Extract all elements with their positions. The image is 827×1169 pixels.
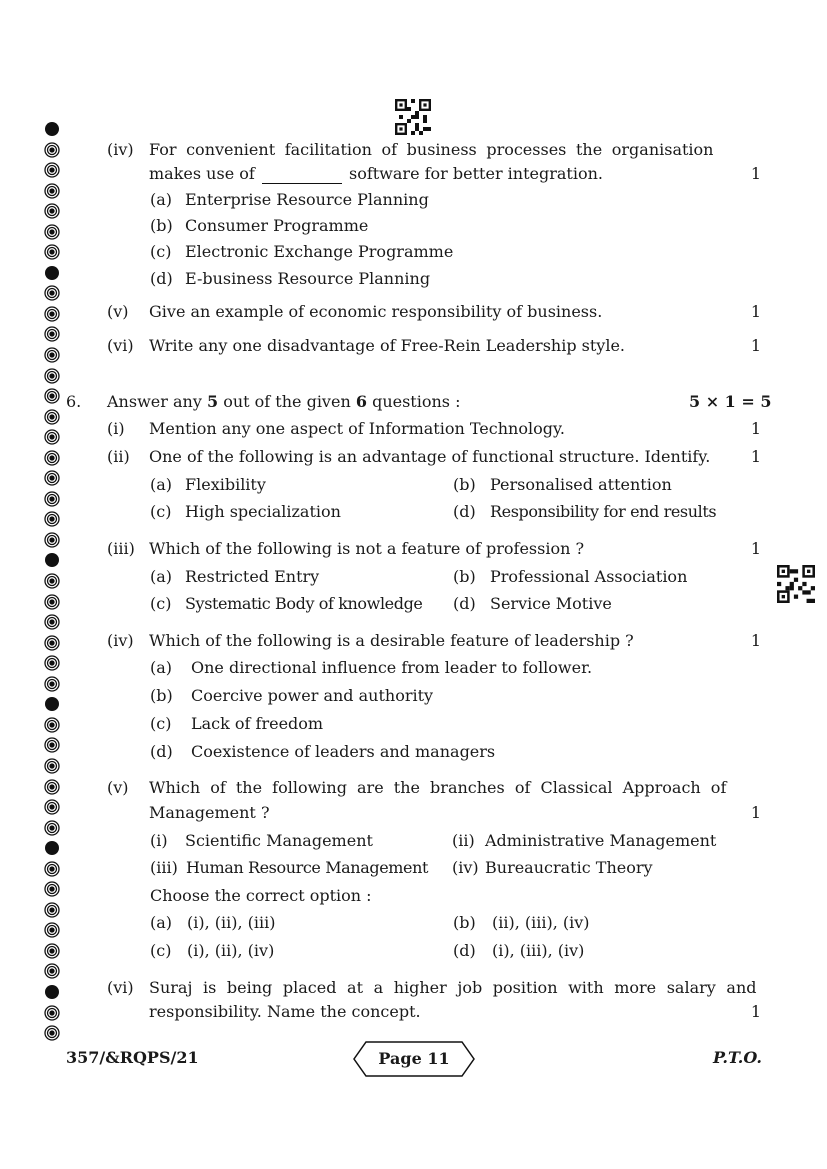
option-label: (d) [150,742,173,761]
q5-v-question: Give an example of economic responsibility of business. [149,302,603,321]
concentric-circle-mark [44,573,60,589]
option-label: (b) [453,913,476,932]
statement-label: (ii) [452,831,475,850]
q5-vi-question: Write any one disadvantage of Free-Rein Leadership style. [149,336,625,355]
q6-vi-question-line2: responsibility. Name the concept. [149,1002,421,1021]
option-label: (c) [150,941,172,960]
solid-circle-mark [44,696,60,712]
concentric-circle-mark [44,902,60,918]
q5-v-number: (v) [107,302,129,321]
option-label: (d) [453,941,476,960]
choose-option-prompt: Choose the correct option : [150,886,372,905]
page-number-badge [352,1040,476,1078]
concentric-circle-mark [44,183,60,199]
option-text: Restricted Entry [185,567,320,586]
q6-i-marks: 1 [750,419,761,438]
option-text: Professional Association [490,567,688,586]
concentric-circle-mark [44,388,60,404]
q6-number: 6. [66,392,82,411]
q5-iv-question-line1: For convenient facilitation of business processes the organisation [149,140,714,159]
concentric-circle-mark [44,429,60,445]
q6-v-number: (v) [107,778,129,797]
concentric-circle-mark [44,717,60,733]
q5-iv-question-line2: makes use of software for better integration. [149,164,603,183]
margin-registration-marks [44,121,60,1046]
option-label: (a) [150,475,173,494]
q6-iv-question: Which of the following is a desirable feature of leadership ? [149,631,634,650]
q5-vi-number: (vi) [107,336,134,355]
concentric-circle-mark [44,203,60,219]
option-text: (ii), (iii), (iv) [492,913,590,932]
concentric-circle-mark [44,758,60,774]
option-label: (b) [150,686,173,705]
option-text: (i), (iii), (iv) [492,941,585,960]
page-number: Page 11 [378,1049,450,1068]
q5-vi-marks: 1 [750,336,761,355]
concentric-circle-mark [44,594,60,610]
option-text: (i), (ii), (iv) [187,941,275,960]
q6-iv-marks: 1 [750,631,761,650]
option-text: Enterprise Resource Planning [185,190,429,209]
option-label: (d) [150,269,173,288]
concentric-circle-mark [44,881,60,897]
option-text: Coercive power and authority [191,686,434,705]
solid-circle-mark [44,552,60,568]
option-text: Lack of freedom [191,714,324,733]
please-turn-over: P.T.O. [713,1048,762,1067]
option-text: (i), (ii), (iii) [187,913,276,932]
q6-v-question-line2: Management ? [149,803,270,822]
option-text: Responsibility for end results [490,502,717,521]
concentric-circle-mark [44,861,60,877]
q6-iii-marks: 1 [750,539,761,558]
option-label: (c) [150,242,172,261]
option-label: (a) [150,658,173,677]
concentric-circle-mark [44,1025,60,1041]
option-text: E-business Resource Planning [185,269,431,288]
statement-label: (iii) [150,858,178,877]
concentric-circle-mark [44,224,60,240]
concentric-circle-mark [44,306,60,322]
concentric-circle-mark [44,162,60,178]
q6-total-marks: 5 × 1 = 5 [689,392,772,411]
option-label: (d) [453,502,476,521]
statement-label: (i) [150,831,168,850]
option-label: (c) [150,714,172,733]
concentric-circle-mark [44,635,60,651]
option-text: Service Motive [490,594,612,613]
q6-vi-question-line1: Suraj is being placed at a higher job position with more salary and [149,978,757,997]
option-label: (a) [150,567,173,586]
q6-ii-number: (ii) [107,447,130,466]
concentric-circle-mark [44,409,60,425]
option-text: Consumer Programme [185,216,369,235]
concentric-circle-mark [44,244,60,260]
q6-iii-question: Which of the following is not a feature of profession ? [149,539,585,558]
concentric-circle-mark [44,963,60,979]
qr-code-top [395,99,431,135]
concentric-circle-mark [44,142,60,158]
concentric-circle-mark [44,614,60,630]
q6-iv-number: (iv) [107,631,134,650]
option-text: Coexistence of leaders and managers [191,742,496,761]
q6-vi-marks: 1 [750,1002,761,1021]
concentric-circle-mark [44,511,60,527]
solid-circle-mark [44,265,60,281]
option-text: Electronic Exchange Programme [185,242,454,261]
q6-instruction: Answer any 5 out of the given 6 questions : [107,392,461,411]
q5-v-marks: 1 [750,302,761,321]
statement-label: (iv) [452,858,479,877]
concentric-circle-mark [44,326,60,342]
q6-i-number: (i) [107,419,125,438]
concentric-circle-mark [44,737,60,753]
solid-circle-mark [44,984,60,1000]
concentric-circle-mark [44,532,60,548]
concentric-circle-mark [44,491,60,507]
option-label: (b) [150,216,173,235]
concentric-circle-mark [44,368,60,384]
concentric-circle-mark [44,1005,60,1021]
solid-circle-mark [44,121,60,137]
concentric-circle-mark [44,470,60,486]
q6-iii-number: (iii) [107,539,135,558]
q6-v-marks: 1 [750,803,761,822]
option-text: Flexibility [185,475,266,494]
option-label: (c) [150,594,172,613]
statement-text: Administrative Management [485,831,717,850]
option-label: (b) [453,475,476,494]
concentric-circle-mark [44,820,60,836]
concentric-circle-mark [44,450,60,466]
q6-vi-number: (vi) [107,978,134,997]
solid-circle-mark [44,840,60,856]
option-text: Systematic Body of knowledge [185,594,423,613]
q6-v-question-line1: Which of the following are the branches of Classical Approach of [149,778,727,797]
concentric-circle-mark [44,676,60,692]
option-text: High specialization [185,502,341,521]
option-label: (a) [150,190,173,209]
qr-code-side [777,565,815,603]
statement-text: Scientific Management [185,831,373,850]
q5-iv-number: (iv) [107,140,134,159]
q6-ii-question: One of the following is an advantage of functional structure. Identify. [149,447,711,466]
q6-ii-marks: 1 [750,447,761,466]
option-label: (c) [150,502,172,521]
concentric-circle-mark [44,285,60,301]
concentric-circle-mark [44,779,60,795]
option-text: Personalised attention [490,475,672,494]
option-label: (b) [453,567,476,586]
q6-i-question: Mention any one aspect of Information Technology. [149,419,565,438]
option-text: One directional influence from leader to follower. [191,658,593,677]
option-label: (d) [453,594,476,613]
concentric-circle-mark [44,943,60,959]
concentric-circle-mark [44,655,60,671]
paper-code: 357/&RQPS/21 [66,1048,199,1067]
fill-in-blank [262,164,342,184]
concentric-circle-mark [44,922,60,938]
q5-iv-marks: 1 [750,164,761,183]
concentric-circle-mark [44,347,60,363]
option-label: (a) [150,913,173,932]
concentric-circle-mark [44,799,60,815]
statement-text: Bureaucratic Theory [485,858,653,877]
statement-text: Human Resource Management [186,858,429,877]
